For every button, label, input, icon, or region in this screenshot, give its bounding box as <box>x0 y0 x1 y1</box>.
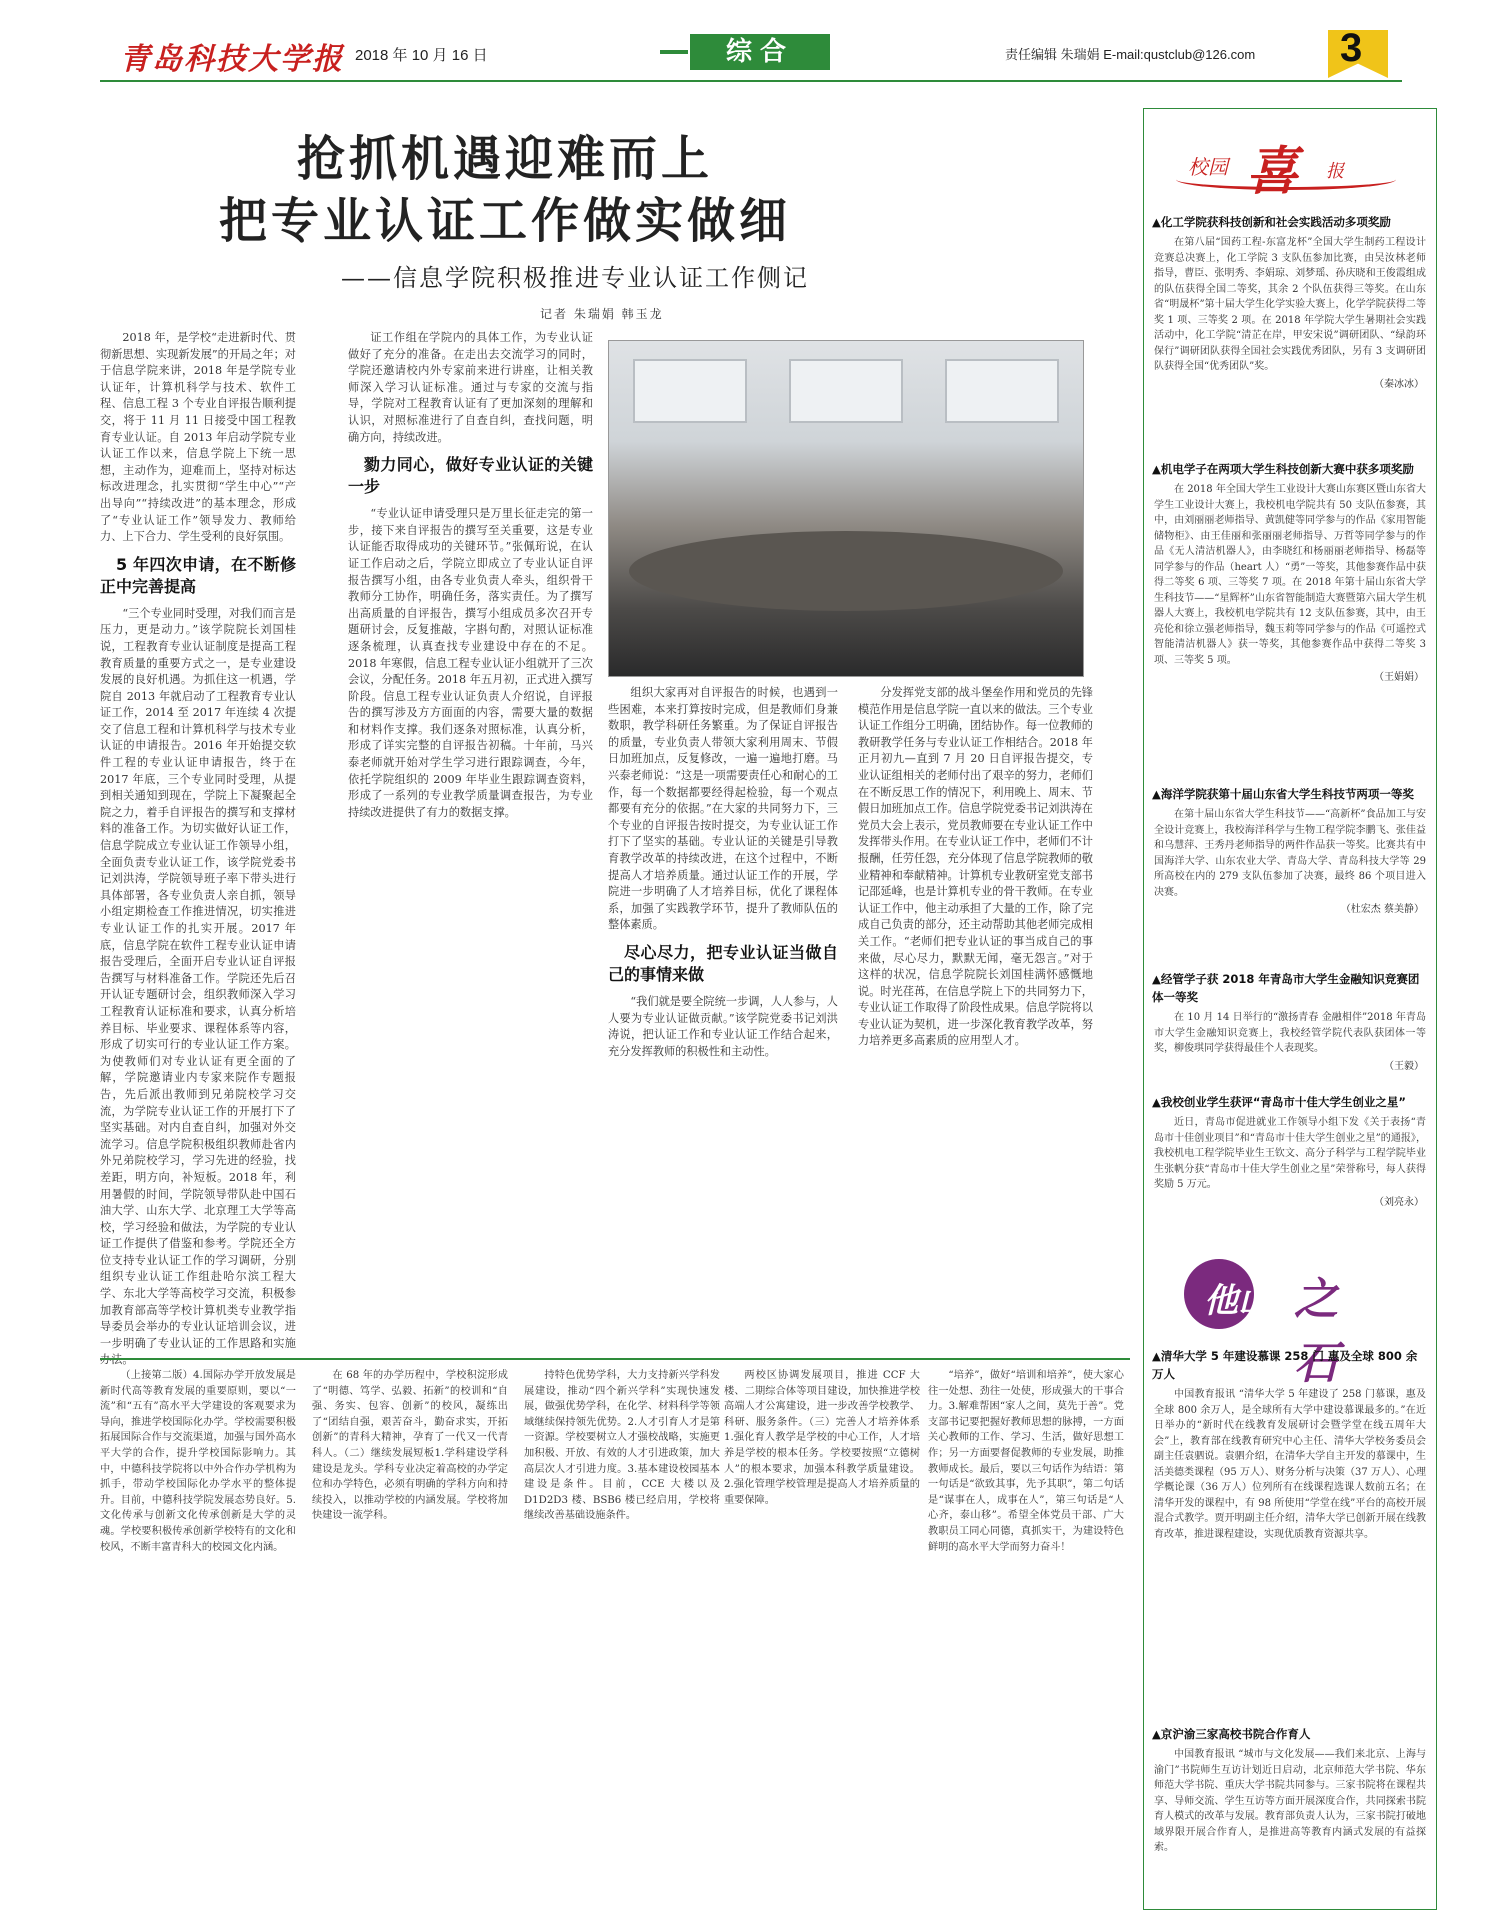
page-number: 3 <box>1340 26 1363 70</box>
news-author: （刘亮永） <box>1374 1196 1424 1208</box>
news-item <box>1148 1087 1432 1247</box>
bottom-column-2 <box>312 1368 508 1898</box>
bottom-column-4 <box>724 1368 920 1898</box>
campus-good-news-logo: 校园 喜 报 <box>1176 129 1404 195</box>
news-item <box>1148 454 1432 772</box>
news-title: ▲化工学院获科技创新和社会实践活动多项奖励 <box>1152 215 1391 229</box>
news-item <box>1148 779 1432 957</box>
newspaper-logo: 青岛科技大学报 <box>120 42 344 77</box>
news-author: （秦冰冰） <box>1374 378 1424 390</box>
news-title: ▲京沪渝三家高校书院合作育人 <box>1152 1727 1311 1741</box>
news-body: 中国教育报讯 “城市与文化发展——我们来北京、上海与渝门”书院师生互访计划近日启动，北京师范大学书院、华东师范大学书院、重庆大学书院共同参与。三家书院将在课程共享、导师交流、学生互访等方面开展深度合作，共同探索书院育人模式的改革与发展。教育部负责人认为，三家书院打破地域界限开展合作育人，是推进高等教育内涵式发展的有益探索。 <box>1154 1749 1426 1853</box>
news-item <box>1148 1719 1432 1904</box>
bottom-column-1 <box>100 1368 296 1898</box>
body-paragraph: 两校区协调发展项目，推进 CCF 大楼、二期综合体等项目建设，加快推进学校高端人才公寓建设，进一步改善学校教学、科研、服务条件。（三）完善人才培养体系 1.强化育人教学是学校的中心工作，人才培养是学校的根本任务。学校要按照“立德树人”的根本要求，加强本科教学质量建设。2.强化管理学校管理是提高人才培养质量的重要保障。 <box>724 1370 920 1506</box>
news-title: ▲我校创业学生获评“青岛市十佳大学生创业之星” <box>1152 1095 1406 1109</box>
headline-line-1: 抢抓机遇迎难而上 <box>296 131 713 187</box>
masthead <box>100 26 1402 82</box>
photo-window <box>789 359 903 423</box>
photo-window <box>945 359 1059 423</box>
editor-info: 责任编辑 朱瑞娟 E-mail:qustclub@126.com <box>1005 47 1256 62</box>
news-body: 中国教育报讯 “清华大学 5 年建设了 258 门慕课，惠及全球 800 余万人，是全球所有大学中建设慕课最多的。”在近日举办的“新时代在线教育发展研讨会暨学堂在线五周年大会”上，教育部在线教育研究中心主任、清华大学校务委员会副主任袁驷说。袁驷介绍，在清华大学自主开发的慕课中，生活美德类课程（95 万人）、财务分析与决策（37 万人）、心理学概论课（36 万人）位列所有在线课程选课人数前五名；在清华开发的课程中，有 98 所使用“学堂在线”平台的高校开展混合式教学。贾开明副主任介绍，清华大学已创新开展在线教育改革，推进课程建设，实现优质教育资源共享。 <box>1154 1389 1426 1540</box>
body-paragraph: 持特色优势学科，大力支持新兴学科发展建设，推动“四个新兴学科”实现快速发展，做强优势学科，在化学、材料科学等领域继续保持领先优势。2.人才引育人才是第一资源。学校要树立人才强校战略，实施更加积极、开放、有效的人才引进政策，加大高层次人才引进力度。3.基本建设校园基本建设是条件。目前，CCE 大楼以及 D1D2D3 楼、BSB6 楼已经启用，学校将继续改善基础设施条件。 <box>524 1370 720 1522</box>
news-author: （王娟娟） <box>1374 672 1424 683</box>
issue-date: 2018 年 10 月 16 日 <box>355 47 488 64</box>
section-heading-2: 勠力同心，做好专业认证的关键一步 <box>348 455 593 497</box>
body-paragraph: （上接第二版）4.国际办学开放发展是新时代高等教育发展的重要原则，要以“一流”和“五有”高水平大学建设的客观要求为导向，推进学校国际化办学。学校需要积极拓展国际合作与交流渠道，加强与国外高水平大学的合作，提升学校国际影响力。其中，中德科技学院将以中外合作办学机构为抓手，带动学校国际化办学水平的整体提升。目前，中德科技学院发展态势良好。5.文化传承与创新文化传承创新是大学的灵魂。学校要积极传承创新学校特有的文化和校风，不断丰富青科大的校园文化内涵。 <box>100 1370 296 1553</box>
body-paragraph: 在 68 年的办学历程中，学校积淀形成了“明德、笃学、弘毅、拓新”的校训和“自强、务实、包容、创新”的校风，凝练出了“团结自强，艰苦奋斗，勤奋求实，开拓创新”的青科大精神，孕育了一代又一代青科人。（二）继续发展短板1.学科建设学科建设是龙头。学科专业决定着高校的办学定位和办学特色，必须有明确的学科方向和持续投入，以推动学校的内涵发展。学校将加快建设一流学科。 <box>312 1370 508 1522</box>
bottom-column-3 <box>524 1368 720 1898</box>
news-title: ▲清华大学 5 年建设慕课 258 门 惠及全球 800 余万人 <box>1152 1349 1418 1381</box>
article-column-2 <box>348 330 593 1345</box>
article-column-1 <box>100 330 296 1350</box>
news-body: 近日，青岛市促进就业工作领导小组下发《关于表扬“青岛市十佳创业项目”和“青岛市十佳大学生创业之星”的通报》，我校机电工程学院毕业生王钦文、高分子科学与工程学院毕业生张帆分获“青岛市十佳大学生创业之星”荣誉称号，每人获得奖励 5 万元。 <box>1154 1117 1426 1190</box>
news-author: （王毅） <box>1384 1060 1424 1072</box>
section-divider <box>100 1358 1130 1360</box>
body-paragraph: “三个专业同时受理，对我们而言是压力，更是动力。”该学院院长刘国桂说，工程教育专业认证制度是提高工程教育质量的重要方式之一，是专业建设发展的良好机遇。为抓住这一机遇，学院自 2013 年就启动了工程教育专业认证工作，2014 至 2017 年连续 4 次提交了信息工程和计算机科学与技术专业认证的申请报告。2016 年开始提交软件工程的专业认证申请报告，终于在 2017 年底，三个专业同时受理，从提到相关通知到现在，学院上下凝聚起全院之力，着手自评报告的撰写和支撑材料的准备工作。为切实做好认证工作，信息学院成立专业认证工作领导小组，全面负责专业认证工作，该学院党委书记刘洪涛，学院领导班子率下带头进行具体部署，各专业负责人亲自抓，领导小组定期检查工作推进情况，切实推进专业认证工作的扎实开展。2017 年底，信息学院在软件工程专业认证申请报告受理后，全面开启专业认证自评报告撰写与材料准备工作。学院还先后召开认证专题研讨会，组织教师深入学习工程教育认证标准和要求，认真分析培养目标、毕业要求、课程体系等内容，形成了切实可行的专业认证工作方案。为使教师们对专业认证有更全面的了解，学院邀请业内专家来院作专题报告，先后派出教师到兄弟院校学习交流，为学院专业认证工作的开展打下了坚实基础。对内自查自纠，加强对外交流学习。信息学院积极组织教师赴省内外兄弟院校学习，学习先进的经验，找差距，明方向，补短板。2018 年，利用暑假的时间，学院领导带队赴中国石油大学、山东大学、北京理工大学等高校，学习经验和做法，为学院的专业认证工作提供了借鉴和参考。学院还全方位支持专业认证工作的学习调研，分别组织专业认证工作组赴哈尔滨工程大学、东北大学等高校学习交流，积极参加教育部高等学校计算机类专业教学指导委员会举办的专业认证培训会议，进一步明确了专业认证的工作思路和实施 <box>100 606 296 1350</box>
article-headline <box>100 128 910 293</box>
news-item <box>1148 964 1432 1082</box>
news-author: （杜宏杰 蔡美静） <box>1340 904 1424 915</box>
body-paragraph: 证工作组在学院内的具体工作，为专业认证做好了充分的准备。在走出去交流学习的同时，学院还邀请校内外专家前来进行讲座，让相关教师深入学习认证标准。通过与专家的交流与指导，学院对工程教育认证有了更加深刻的理解和认识，对照标准进行了自查自纠，查找问题，明确方向，持续改进。 <box>348 331 593 444</box>
section-label: 综合 <box>690 34 830 70</box>
section-heading-3: 尽心尽力，把专业认证当做自己的事情来做 <box>608 942 838 984</box>
news-title: ▲经管学子获 2018 年青岛市大学生金融知识竞赛团体一等奖 <box>1152 972 1420 1004</box>
body-paragraph: “专业认证申请受理只是万里长征走完的第一步，接下来自评报告的撰写至关重要，这是专业认证能否取得成功的关键环节。”张佩珩说，在认证工作启动之后，学院立即成立了专业认证自评报告撰写小组，由各专业负责人牵头，组织骨干教师分工协作，明确任务，落实责任。为了撰写出高质量的自评报告，撰写小组成员多次召开专题研讨会，反复推敲，字斟句酌，对照认证标准逐条梳理，认真查找专业建设中存在的不足。2018 年寒假，信息工程专业认证小组就开了三次会议，分配任务。2018 年五月初，正式进入撰写阶段。信息工程专业认证负责人介绍说，自评报告的撰写涉及方方面面的内容，需要大量的数据和材料作支撑。我们逐条对照标准，认真分析，形成了详实完整的自评报告初稿。十年前，马兴泰老师就开始对学生学习进行跟踪调查，今年，依托学院组织的 2009 年毕业生跟踪调查资料，形成了一系列的专业教学质量调查报告，为专业持续改进提供了有力的数据支撑。 <box>348 507 593 819</box>
article-subtitle: ——信息学院积极推进专业认证工作侧记 <box>341 264 809 292</box>
bottom-column-5 <box>928 1368 1124 1898</box>
body-paragraph: 分发挥党支部的战斗堡垒作用和党员的先锋模范作用是信息学院一直以来的做法。三个专业认证工作组分工明确，团结协作。每一位教师的教研教学任务与专业认证工作相结合。2018 年正月初九—直到 7 月 20 日自评报告提交，专业认证组相关的老师付出了艰辛的努力，老师们在不断反思工作的情况下，利用晚上、周末、节假日加班加点工作。信息学院党委书记刘洪涛在党员大会上表示，党员教师要在专业认证工作中发挥带头作用。在专业认证工作中，老师们不计报酬，任劳任怨，充分体现了信息学院教师的敬业精神和奉献精神。计算机专业教研室党支部书记邵延峰，也是计算机专业的骨干教师。在专业认证工作中，他主动承担了大量的工作，除了完成自己负责的部分，还主动帮助其他老师完成相关工作。“老师们把专业认证的事当成自己的事来做，尽心尽力，默默无闻，毫无怨言。”对于这样的状况，信息学院院长刘国桂满怀感慨地说。时光荏苒，在信息学院上下的共同努力下，专业认证工作取得了阶段性成果。信息学院将以专业认证为契机，进一步深化教育教学改革，努力培养更多高素质的应用型人才。 <box>858 686 1093 1048</box>
news-title: ▲海洋学院获第十届山东省大学生科技节两项一等奖 <box>1152 787 1414 801</box>
campus-news-sidebar <box>1143 108 1437 1910</box>
news-title: ▲机电学子在两项大学生科技创新大赛中获多项奖励 <box>1152 462 1414 476</box>
news-body: 在 10 月 14 日举行的“激扬青春 金融相伴”2018 年青岛市大学生金融知识竞赛上，我校经管学院代表队获团体一等奖，柳俊琪同学获得最佳个人表现奖。 <box>1154 1012 1426 1054</box>
article-column-4 <box>858 685 1093 1345</box>
intro-paragraph: 2018 年，是学校“走进新时代、贯彻新思想、实现新发展”的开局之年；对于信息学院来讲，2018 年是学院专业认证年，计算机科学与技术、软件工程、信息工程 3 个专业自评报告顺利提交，将于 11 月 11 日接受中国工程教育专业认证。自 2013 年启动学院专业认证工作以来，信息学院上下统一思想，主动作为，迎难而上，坚持对标达标改进理念，扎实贯彻“学生中心”“产出导向”“持续改进”的基本理念，形成了“专业认证工作”领导发力、教师给力、上下合力、学生受利的良好氛围。 <box>100 331 296 544</box>
body-paragraph: “我们就是要全院统一步调，人人参与，人人要为专业认证做贡献。”该学院党委书记刘洪涛说，把认证工作和专业认证工作结合起来，充分发挥教师的积极性和主动性。 <box>608 994 838 1058</box>
other-mountain-stone-logo: 他山 之石 <box>1184 1259 1374 1329</box>
news-item <box>1148 207 1432 447</box>
article-column-3 <box>608 685 838 1345</box>
news-body: 在第十届山东省大学生科技节——“高新杯”食品加工与安全设计竞赛上，我校海洋科学与生物工程学院李鹏飞、张佳益和乌慧萍、王秀丹老师指导的两件作品获一等奖。比赛共有中国海洋大学、山东农业大学、青岛大学、青岛科技大学等 29 所高校在内的 279 支队伍参加了决赛，最终 86 个项目进入决赛。 <box>1154 809 1426 898</box>
news-body: 在 2018 年全国大学生工业设计大赛山东赛区暨山东省大学生工业设计大赛上，我校机电学院共有 50 支队伍参赛，其中，由刘丽丽老师指导、黄凯健等同学参与的作品《家用智能储物柜》、由王佳丽和张丽丽老师指导、万哲等同学参与的作品《无人清洁机器人》，由李晓红和杨丽丽老师指导、杨磊等同学参与的作品（heart 人）“勇”一等奖，其他参赛作品中获得二等奖 6 项、三等奖 7 项。在 2018 年第十届山东省大学生科技节——“星辉杯”山东省智能制造大赛暨第六届大学生机器人大赛上，我校机电学院共有 12 支队伍参赛，其中，由王亮伦和徐立强老师指导，魏玉莉等同学参与的作品《可遥控式智能清洁机器人》获一等奖，其他参赛作品中获得二等奖 3 项、三等奖 5 项。 <box>1154 484 1426 666</box>
photo-window <box>633 359 747 423</box>
body-paragraph: 组织大家再对自评报告的时候，也遇到一些困难，本来打算按时完成，但是教师们身兼数职，教学科研任务繁重。为了保证自评报告的质量，专业负责人带领大家利用周末、节假日加班加点，反复修改，一遍一遍地打磨。马兴泰老师说：“这是一项需要责任心和耐心的工作，每一个数据都要经得起检验，每一个观点都要有充分的依据。”在大家的共同努力下，三个专业的自评报告按时提交，为专业认证工作打下了坚实的基础。专业认证的关键是引导教育教学改革的持续改进，在这个过程中，不断提高人才培养质量。通过认证工作的开展，学院进一步明确了人才培养目标，优化了课程体系，加强了实践教学环节，提升了教师队伍的整体素质。 <box>608 686 838 932</box>
byline: 记者 朱瑞娟 韩玉龙 <box>540 307 664 321</box>
news-item <box>1148 1341 1432 1711</box>
photo-table <box>629 531 1063 611</box>
section-heading-1: 5 年四次申请，在不断修正中完善提高 <box>100 554 296 596</box>
meeting-photo <box>608 340 1084 677</box>
headline-line-2: 把专业认证工作做实做细 <box>218 193 791 249</box>
body-paragraph: “培养”，做好“培训和培养”，使大家心往一处想、劲往一处使，形成强大的干事合力。3.解难帮困“家人之间，莫先于善”。党支部书记要把握好教师思想的脉搏，一方面关心教师的工作、学习、生活，做好思想工作；另一方面要督促教师的专业发展，助推教师成长。最后，要以三句话作为结语：第一句话是“欲致其事，先予其职”，第二句话是“谋事在人，成事在人”，第三句话是“人心齐，泰山移”。希望全体党员干部、广大教职员工同心同德，真抓实干，为建设特色鲜明的高水平大学而努力奋斗！ <box>928 1370 1124 1553</box>
news-body: 在第八届“国药工程-东富龙杯”全国大学生制药工程设计竞赛总决赛上，化工学院 3 支队伍参加比赛，由吴汝林老师指导，曹臣、张明秀、李娟琼、刘梦瑶、孙庆晓和王俊霞组成的队伍获得全国二等奖，其余 2 个队伍获得三等奖。在山东省“明晟杯”第十届大学生化学实验大赛上，化学学院获得二等奖 1 项、三等奖 2 项。在 2018 年学院大学生暑期社会实践活动中，化工学院“清芷在岸，甲安宋说”调研团队、“绿韵环保行”调研团队获得全国社会实践优秀团队，另有 3 支调研团队获得全国“优秀团队”奖。 <box>1154 237 1426 372</box>
